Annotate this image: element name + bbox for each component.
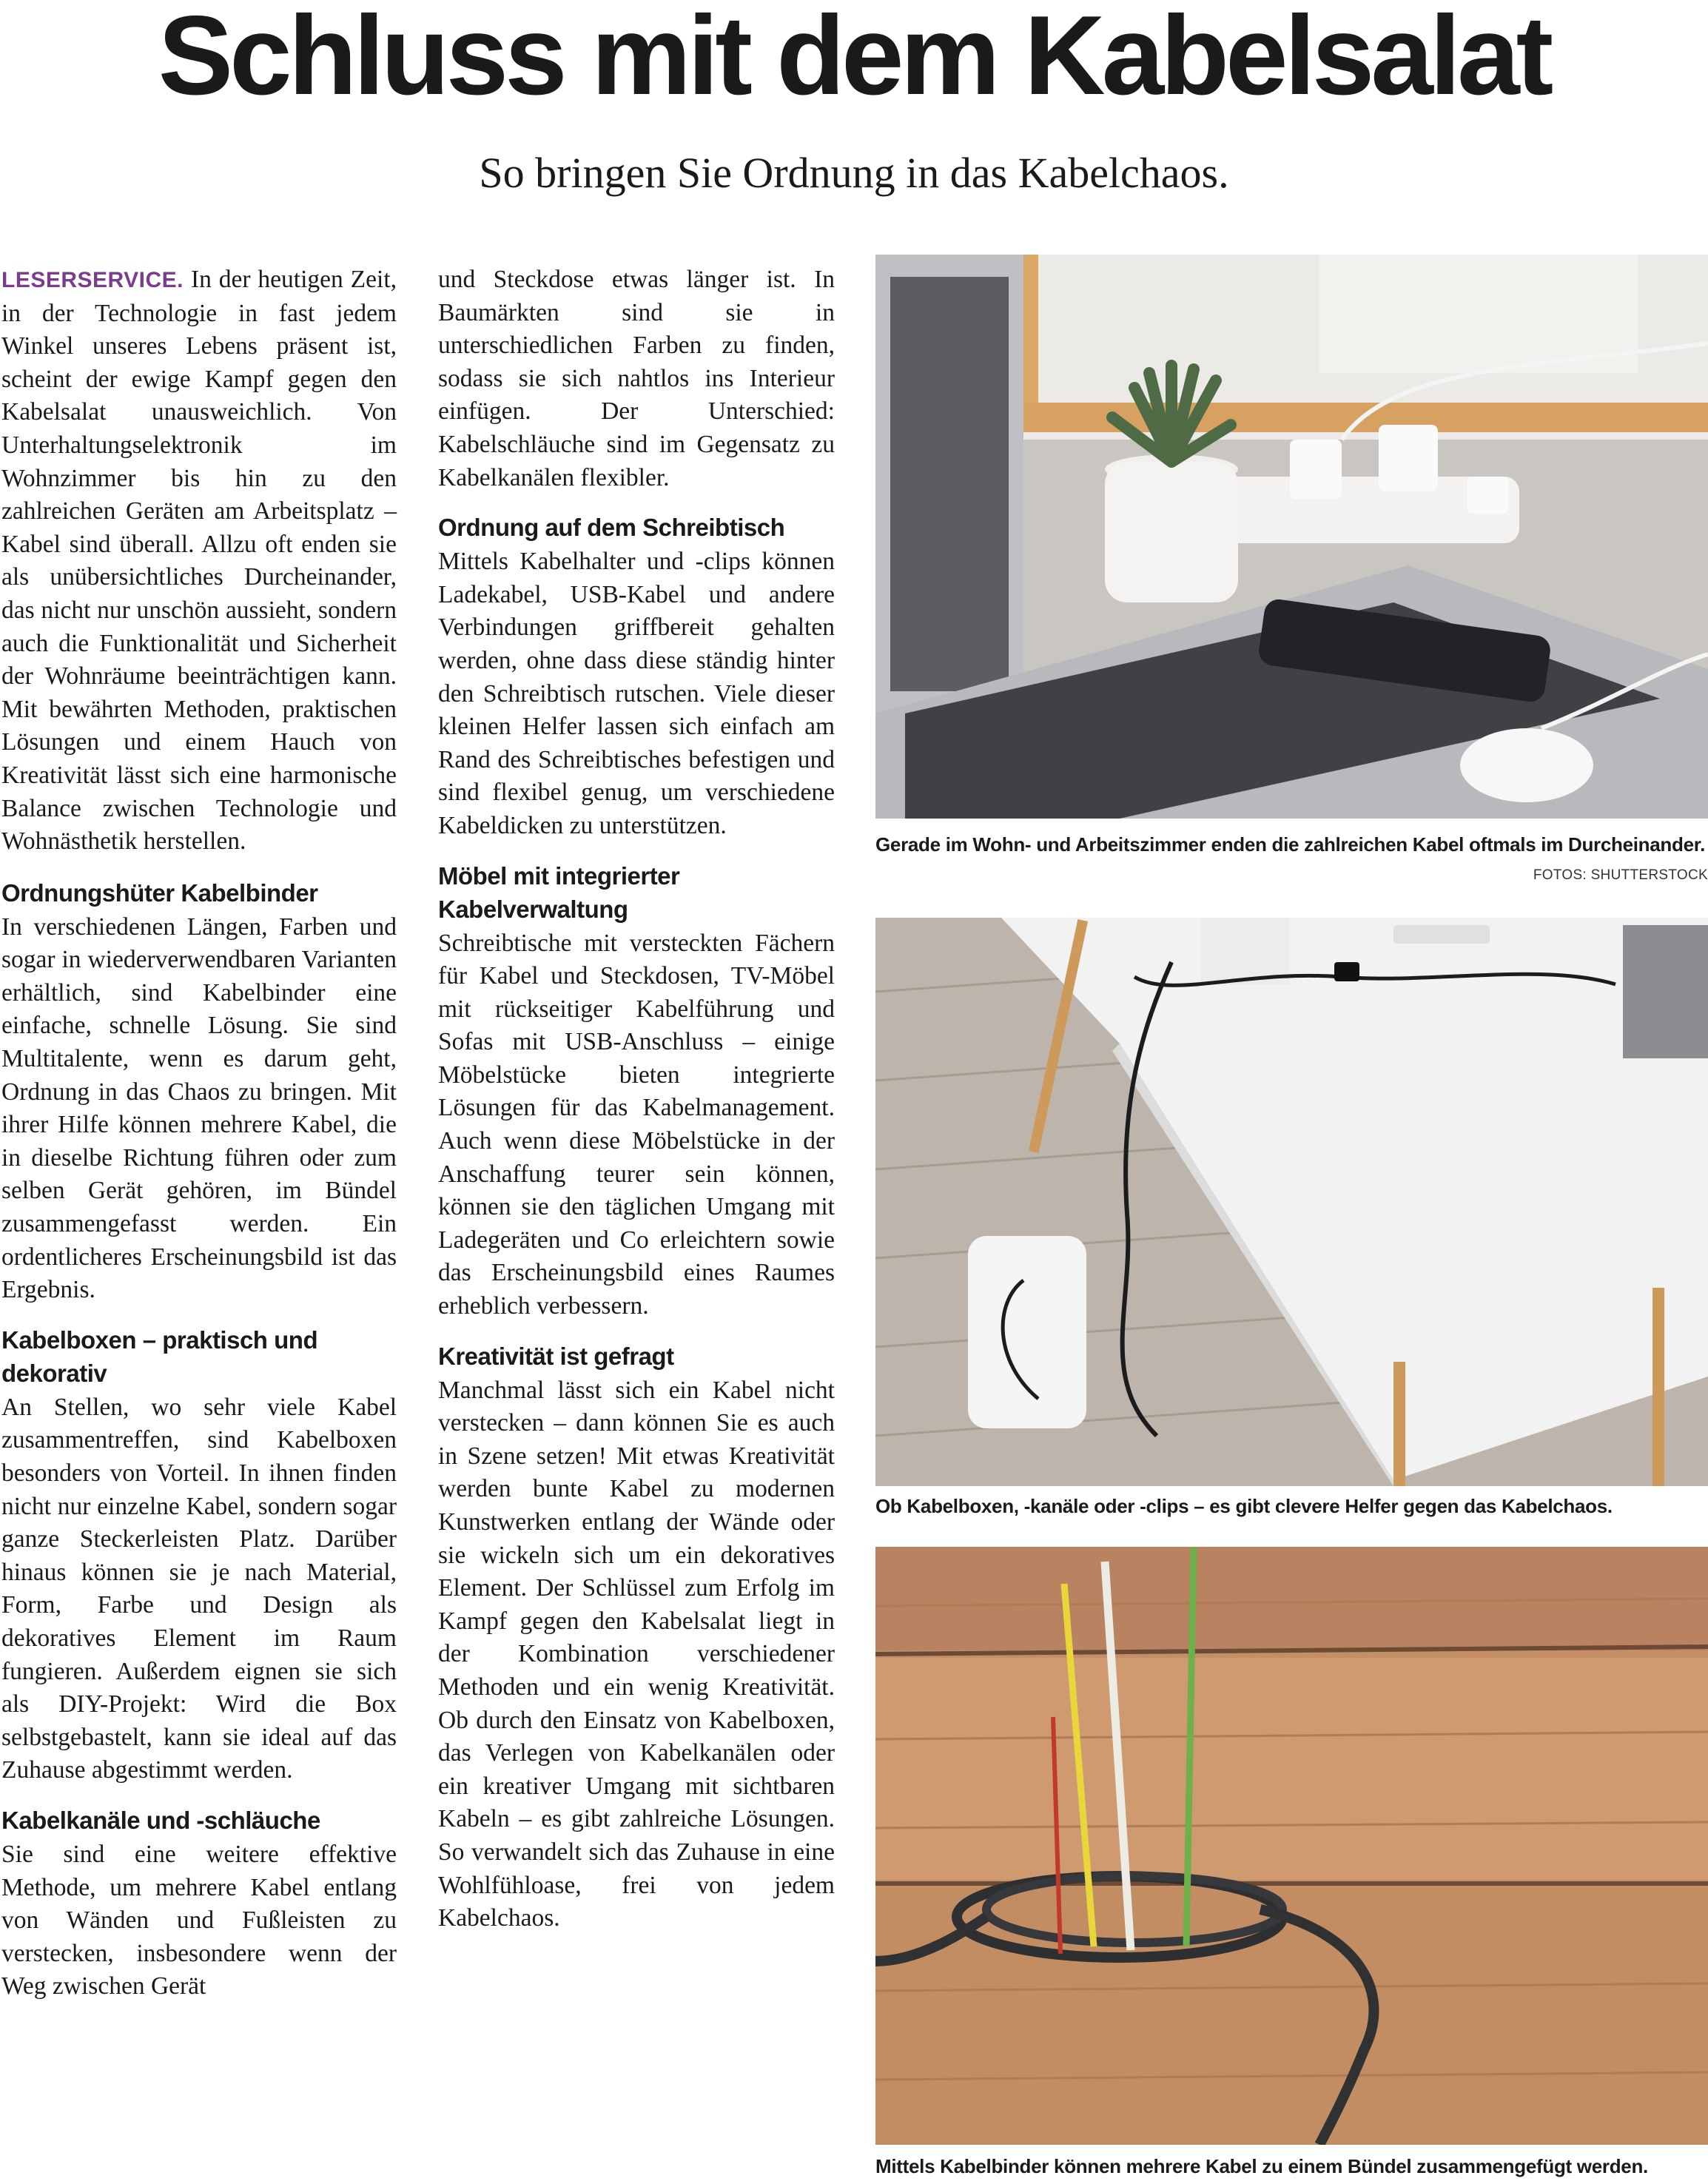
intro-paragraph	[1, 263, 397, 859]
intro-text: In der heutigen Zeit, in der Technologie in fast jedem Winkel unseres Lebens präsent ist, scheint der ewige Kampf gegen den Kabelsalat unausweichlich. Von Unterhaltungselektronik im Wohnzimmer bis hin zu den zahlreichen Geräten am Arbeitsplatz – Kabel sind überall. Allzu oft enden sie als unübersichtliches Durcheinander, das nicht nur unschön aussieht, sondern auch die Funktionalität und Sicherheit der Wohnräume beeinträchtigen kann. Mit bewährten Methoden, praktischen Lösungen und einem Hauch von Kreativität lässt sich eine harmonische Balance zwischen Technologie und Wohnästhetik herstellen.	[1, 266, 397, 856]
article-column-2	[438, 263, 835, 1935]
section-heading: Ordnung auf dem Schreibtisch	[438, 514, 785, 542]
photo-caption: Mittels Kabelbinder können mehrere Kabel zu einem Bündel zusammengefügt werden.	[875, 2155, 1648, 2177]
kicker: LESERSERVICE.	[1, 268, 184, 292]
section-heading: Kabelkanäle und -schläuche	[1, 1806, 320, 1834]
subheadline: So bringen Sie Ordnung in das Kabelchaos.	[479, 149, 1229, 197]
section-text: Manchmal lässt sich ein Kabel nicht verstecken – dann können Sie es auch in Szene setzen! Mit etwas Kreativität werden bunte Kabel zu modernen Kunstwerken entlang der Wände oder sie wickeln sich um ein dekoratives Element. Der Schlüssel zum Erfolg im Kampf gegen den Kabelsalat liegt in der Kombination verschiedener Methoden und ein wenig Kreativität. Ob durch den Einsatz von Kabelboxen, das Verlegen von Kabelkanälen oder ein kreativer Umgang mit sichtbaren Kabeln – es gibt zahlreiche Lösungen. So verwandelt sich das Zuhause in eine Wohlfühloase, frei von jedem Kabelchaos.	[438, 1376, 835, 1932]
section-text: und Steckdose etwas länger ist. In Baumärkten sind sie in unterschiedlichen Farben zu finden, sodass sie sich nahtlos ins Interieur einfügen. Der Unterschied: Kabelschläuche sind im Gegensatz zu Kabelkanälen flexibler.	[438, 266, 835, 491]
photo-caption: Gerade im Wohn- und Arbeitszimmer enden die zahlreichen Kabel oftmals im Durcheinander.	[875, 833, 1706, 856]
section-text: Mittels Kabelhalter und -clips können Ladekabel, USB-Kabel und andere Verbindungen griffbereit gehalten werden, ohne dass diese ständig hinter den Schreibtisch rutschen. Viele dieser kleinen Helfer lassen sich einfach am Rand des Schreibtisches befestigen und sind flexibel genug, um verschiedene Kabeldicken zu unterstützen.	[438, 548, 835, 839]
section-text: Sie sind eine weitere effektive Methode, um mehrere Kabel entlang von Wänden und Fußleisten zu verstecken, insbesondere wenn der Weg zwischen Gerät	[1, 1840, 397, 2000]
section-text: An Stellen, wo sehr viele Kabel zusammentreffen, sind Kabelboxen besonders von Vorteil. In ihnen finden nicht nur einzelne Kabel, sondern sogar ganze Steckerleisten Platz. Darüber hinaus können sie je nach Material, Form, Farbe und Design als dekoratives Element im Raum fungieren. Außerdem eignen sie sich als DIY-Projekt: Wird die Box selbstgebastelt, kann sie ideal auf das Zuhause abgestimmt werden.	[1, 1393, 397, 1784]
cable-ties-bundle-photo	[875, 1547, 1708, 2145]
section-heading: Möbel mit integrierter Kabelverwaltung	[438, 861, 680, 923]
headline: Schluss mit dem Kabelsalat	[158, 0, 1550, 118]
section-text: Schreibtische mit versteckten Fächern für Kabel und Steckdosen, TV-Möbel mit rückseitiger Kabelführung und Sofas mit USB-Anschluss – einige Möbelstücke bieten integrierte Lösungen für das Kabelmanagement. Auch wenn diese Möbelstücke in der Anschaffung teurer sein können, können sie den täglichen Umgang mit Ladegeräten und Co erleichtern sowie das Erscheinungsbild eines Raumes erheblich verbessern.	[438, 929, 835, 1320]
cable-box-table-photo	[875, 918, 1708, 1486]
article-column-1	[1, 263, 397, 2003]
section-heading: Kabelboxen – praktisch und dekorativ	[1, 1325, 318, 1387]
photo-caption: Ob Kabelboxen, -kanäle oder -clips – es gibt clevere Helfer gegen das Kabelchaos.	[875, 1495, 1613, 1517]
photo-credit: FOTOS: SHUTTERSTOCK	[1533, 867, 1708, 883]
section-text: In verschiedenen Längen, Farben und sogar in wiederverwendbaren Varianten erhältlich, sind Kabelbinder eine einfache, schnelle Lösung. Sie sind Multitalente, wenn es darum geht, Ordnung in das Chaos zu bringen. Mit ihrer Hilfe können mehrere Kabel, die in dieselbe Richtung führen oder zum selben Gerät gehören, im Bündel zusammengefasst werden. Ein ordentlicheres Erscheinungsbild ist das Ergebnis.	[1, 913, 397, 1304]
desk-laptop-chargers-photo	[875, 255, 1708, 819]
section-heading: Ordnungshüter Kabelbinder	[1, 878, 318, 907]
section-heading: Kreativität ist gefragt	[438, 1342, 674, 1370]
